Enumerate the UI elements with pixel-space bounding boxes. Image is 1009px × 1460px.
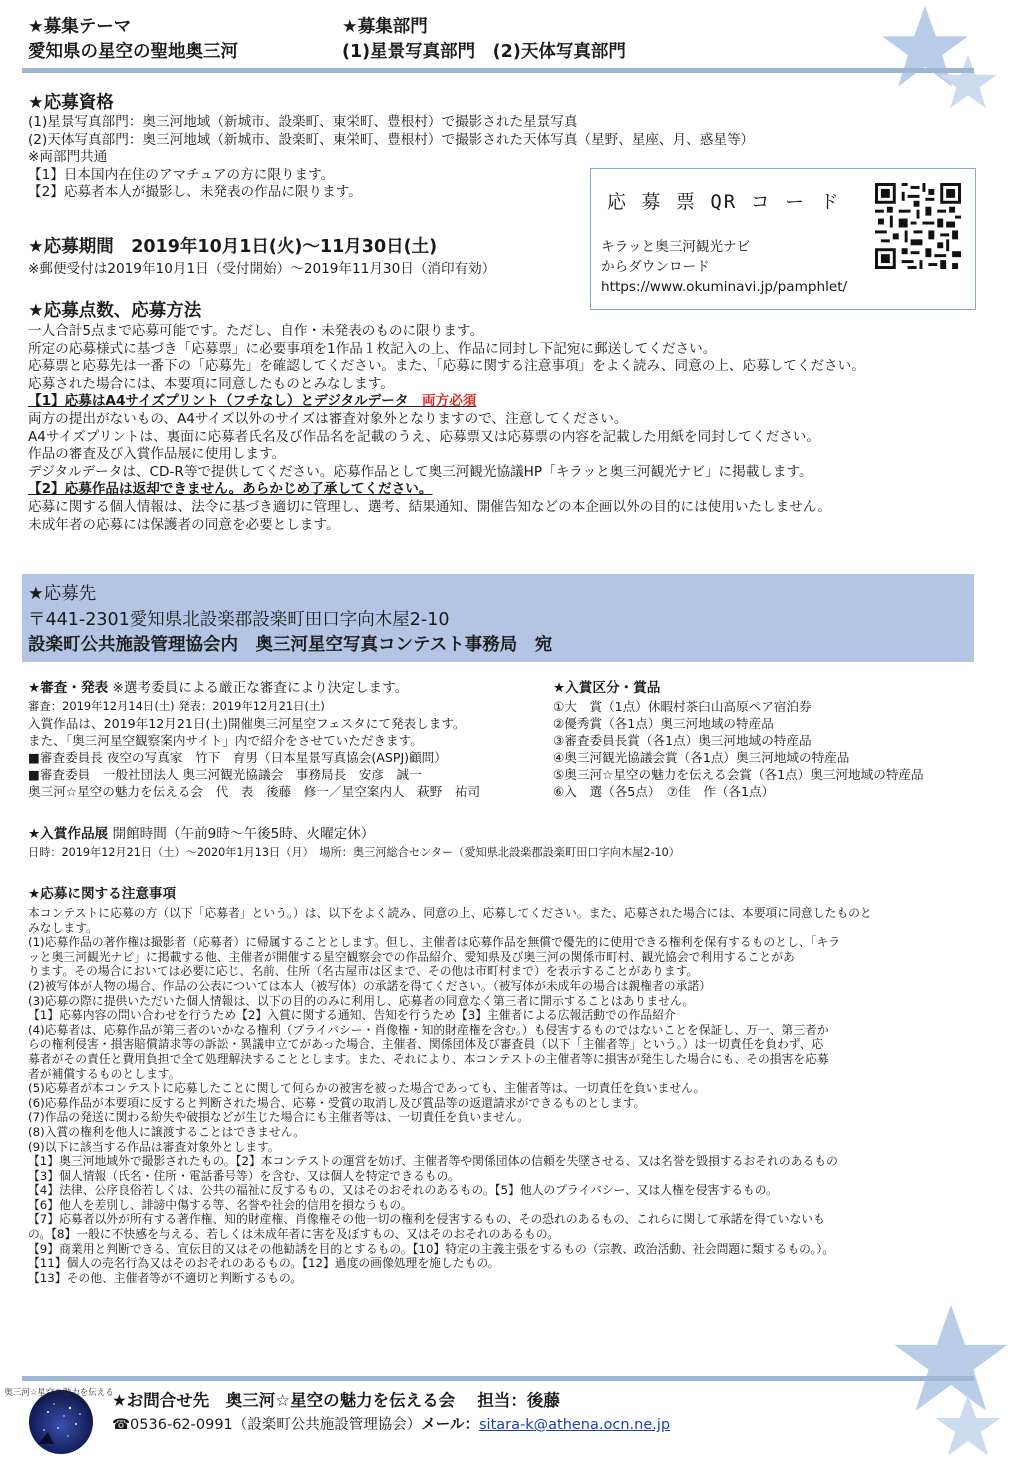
mail-link[interactable]: sitara-k@athena.ocn.ne.jp xyxy=(479,1417,671,1433)
address-box xyxy=(22,574,974,662)
divider xyxy=(22,1376,974,1381)
address-line2: 設楽町公共施設管理協会内 奥三河星空写真コンテスト事務局 宛 xyxy=(28,635,553,655)
qr-line1: キラッと奥三河観光ナビ xyxy=(601,239,751,255)
category-value: (1)星景写真部門 (2)天体写真部門 xyxy=(342,42,626,62)
judging-heading: ★審査・発表 xyxy=(28,680,109,696)
theme-heading: ★募集テーマ xyxy=(28,17,132,37)
divider xyxy=(22,68,974,73)
period-heading: ★応募期間 2019年10月1日(火)～11月30日(土) xyxy=(28,237,438,257)
phone: ☎0536-62-0991（設楽町公共施設管理協会） xyxy=(112,1417,422,1433)
qr-box xyxy=(590,168,976,310)
qr-url[interactable]: https://www.okuminavi.jp/pamphlet/ xyxy=(601,279,848,295)
prizes-lines: ①大 賞（1点）休暇村茶臼山高原ペア宿泊券 ②優秀賞（各1点）奥三河地域の特産品 ③審査委員長賞（各1点）奥三河地域の特産品 ④奥三河観光協議会賞（各1点）奥三河地域の特産品 ⑤奥三河☆星空の魅力を伝える会賞（各1点）奥三河地域の特産品 ⑥入 選（各5点） ⑦佳 作（各1点） xyxy=(553,699,924,799)
address-heading: ★応募先 xyxy=(28,584,97,604)
method-heading: ★応募点数、応募方法 xyxy=(28,301,202,321)
period-note: ※郵便受付は2019年10月1日（受付開始）～2019年11月30日（消印有効） xyxy=(28,261,496,277)
star-icon xyxy=(932,1392,1004,1460)
theme-value: 愛知県の星空の聖地奥三河 xyxy=(28,42,238,62)
rule1: 【1】応募はA4サイズプリント（フチなし）とデジタルデータ 両方必須 xyxy=(28,393,477,410)
notes-lines: 本コンテストに応募の方（以下「応募者」という。）は、以下をよく読み、同意の上、応募してください。また、応募された場合には、本要項に同意したものと みなします。 (1)応募作品の著作権は撮影者（応募者）に帰属することとします。但し、主催者は応募作品を無償で優先的に使用できる権利を保有するものとし、「キラ ッと奥三河観光ナビ」に掲載する他、主催者が開催する星空観察会での作品紹介、愛知県及び奥三河の関係市町村、観光協会で利用することがあ ります。その場合においては必要に応じ、名前、住所（名古屋市は区まで、その他は市町村まで）を表示することがあります。 (2)被写体が人物の場合、作品の公表については本人（被写体）の承諾を得てください。（被写体が未成年の場合は親権者の承諾） (3)応募の際に提供いただいた個人情報は、以下の目的のみに利用し、応募者の同意なく第三者に開示することはありません。 【1】応募内容の問い合わせを行うため【2】入賞に関する通知、告知を行うため【3】主催者による広報活動での作品紹介 (4)応募者は、応募作品が第三者のいかなる権利（プライバシー・肖像権・知的財産権を含む。）も侵害するものではないことを保証し、万一、第三者か らの権利侵害・損害賠償請求等の訴訟・異議申立てがあった場合、主催者、関係団体及び審査員（以下「主催者等」という。）は一切責任を負わず、応 募者がその責任と費用負担で全て処理解決することとします。また、それにより、本コンテストの主催者等に損害が発生した場合にも、その損害を応募 者が補償するものとします。 (5)応募者が本コンテストに応募したことに関して何らかの被害を被った場合であっても、主催者等は、一切責任を負いません。 (6)応募作品が本要項に反すると判断された場合、応募・受賞の取消し及び賞品等の返還請求ができるものとします。 (7)作品の発送に関わる紛失や破損などが生じた場合にも主催者等は、一切責任を負いません。 (8)入賞の権利を他人に譲渡することはできません。 (9)以下に該当する作品は審査対象外とします。 【1】奥三河地域外で撮影されたもの。【2】本コンテストの運営を妨げ、主催者等や関係団体の信頼を失墜させる、又は名誉を毀損するおそれのあるもの 【3】個人情報（氏名・住所・電話番号等）を含む、又は個人を特定できるもの。 【4】法律、公序良俗若しくは、公共の福祉に反するもの、又はそのおそれのあるもの。【5】他人のプライバシー、又は人権を侵害するもの。 【6】他人を差別し、誹謗中傷する等、名誉や社会的信用を損なうもの。 【7】応募者以外が所有する著作権、知的財産権、肖像権その他一切の権利を侵害するもの、その恐れのあるもの、これらに関して承諾を得ていないも の。【8】一般に不快感を与える、若しくは未成年者に害を及ぼすもの、又はそのおそれのあるもの。 【9】商業用と判断できる、宣伝目的又はその他勧誘を目的とするもの。【10】特定の主義主張をするもの（宗教、政治活動、社会問題に類するもの。）。 【11】個人の売名行為又はそのおそれのあるもの。【12】過度の画像処理を施したもの。 【13】その他、主催者等が不適切と判断するもの。 xyxy=(28,906,872,1285)
exhibition-heading-row xyxy=(28,826,374,844)
eligibility-heading: ★応募資格 xyxy=(28,93,114,113)
judging-heading-row xyxy=(28,680,408,698)
star-icon xyxy=(938,52,998,112)
prizes-heading: ★入賞区分・賞品 xyxy=(553,680,661,696)
exhibition-line: 日時：2019年12月21日（土）～2020年1月13日（月） 場所：奥三河総合センター（愛知県北設楽郡設楽町田口字向木屋2-10） xyxy=(28,846,680,859)
category-heading: ★募集部門 xyxy=(342,17,428,37)
eligibility-lines: (1)星景写真部門：奥三河地域（新城市、設楽町、東栄町、豊根村）で撮影された星景写真 (2)天体写真部門：奥三河地域（新城市、設楽町、東栄町、豊根村）で撮影された天体写真（星野、星座、月、惑星等） ※両部門共通 【1】日本国内在住のアマチュアの方に限ります。 【2】応募者本人が撮影し、未発表の作品に限ります。 xyxy=(28,114,755,201)
address-line1: 〒441-2301愛知県北設楽郡設楽町田口字向木屋2-10 xyxy=(28,610,450,630)
judging-note: ※選考委員による厳正な審査により決定します。 xyxy=(112,680,409,696)
rule2: 【2】応募作品は返却できません。あらかじめ了承してください。 xyxy=(28,481,433,498)
qr-line2: からダウンロード xyxy=(601,259,710,275)
method-body: 一人合計5点まで応募可能です。ただし、自作・未発表のものに限ります。 所定の応募様式に基づき「応募票」に必要事項を1作品１枚記入の上、作品に同封し下記宛に郵送してください。 応募票と応募先は一番下の「応募先」を確認してください。また、「応募に関する注意事項」をよく読み、同意の上、応募してください。 応募された場合には、本要項に同意したものとみなします。 【1】応募はA4サイズプリント（フチなし）とデジタルデータ 両方必須 両方の提出がないもの、A4サイズ以外のサイズは審査対象外となりますので、注意してください。 A4サイズプリントは、裏面に応募者氏名及び作品名を記載のうえ、応募票又は応募票の内容を記載した用紙を同封してください。 作品の審査及び入賞作品展に使用します。 デジタルデータは、CD-R等で提供してください。応募作品として奥三河観光協議HP「キラッと奥三河観光ナビ」に掲載します。 【2】応募作品は返却できません。あらかじめ了承してください。 応募に関する個人情報は、法令に基づき適切に管理し、選考、結果通知、開催告知などの本企画以外の目的には使用いたしません。 未成年者の応募には保護者の同意を必要とします。 xyxy=(28,323,865,533)
mail-label: メール： xyxy=(421,1417,479,1433)
exhibition-note: 開館時間（午前9時～午後5時、火曜定休） xyxy=(112,826,375,842)
contact-line1: ★お問合せ先 奥三河☆星空の魅力を伝える会 担当：後藤 xyxy=(112,1391,560,1410)
judging-lines: 審査：2019年12月14日(土) 発表：2019年12月21日(土) 入賞作品は、2019年12月21日(土)開催奥三河星空フェスタにて発表します。 また、「奥三河星空観察案内サイト」内で紹介をさせていただきます。 ■審査委員長 夜空の写真家 竹下 育男（日本星景写真協会(ASPJ)顧問） ■審査委員 一般社団法人 奥三河観光協議会 事務局長 安彦 誠一 奥三河☆星空の魅力を伝える会 代 表 後藤 修一／星空案内人 萩野 祐司 xyxy=(28,699,481,799)
qr-code-icon[interactable] xyxy=(875,183,961,269)
exhibition-heading: ★入賞作品展 xyxy=(28,826,109,842)
required-label: 両方必須 xyxy=(422,393,477,410)
logo-text: 奥三河☆星空の魅力を伝える会 xyxy=(4,1388,114,1410)
notes-heading: ★応募に関する注意事項 xyxy=(28,886,177,902)
qr-title: 応 募 票 QR コ ー ド xyxy=(607,191,841,213)
contact-line2 xyxy=(112,1415,670,1435)
